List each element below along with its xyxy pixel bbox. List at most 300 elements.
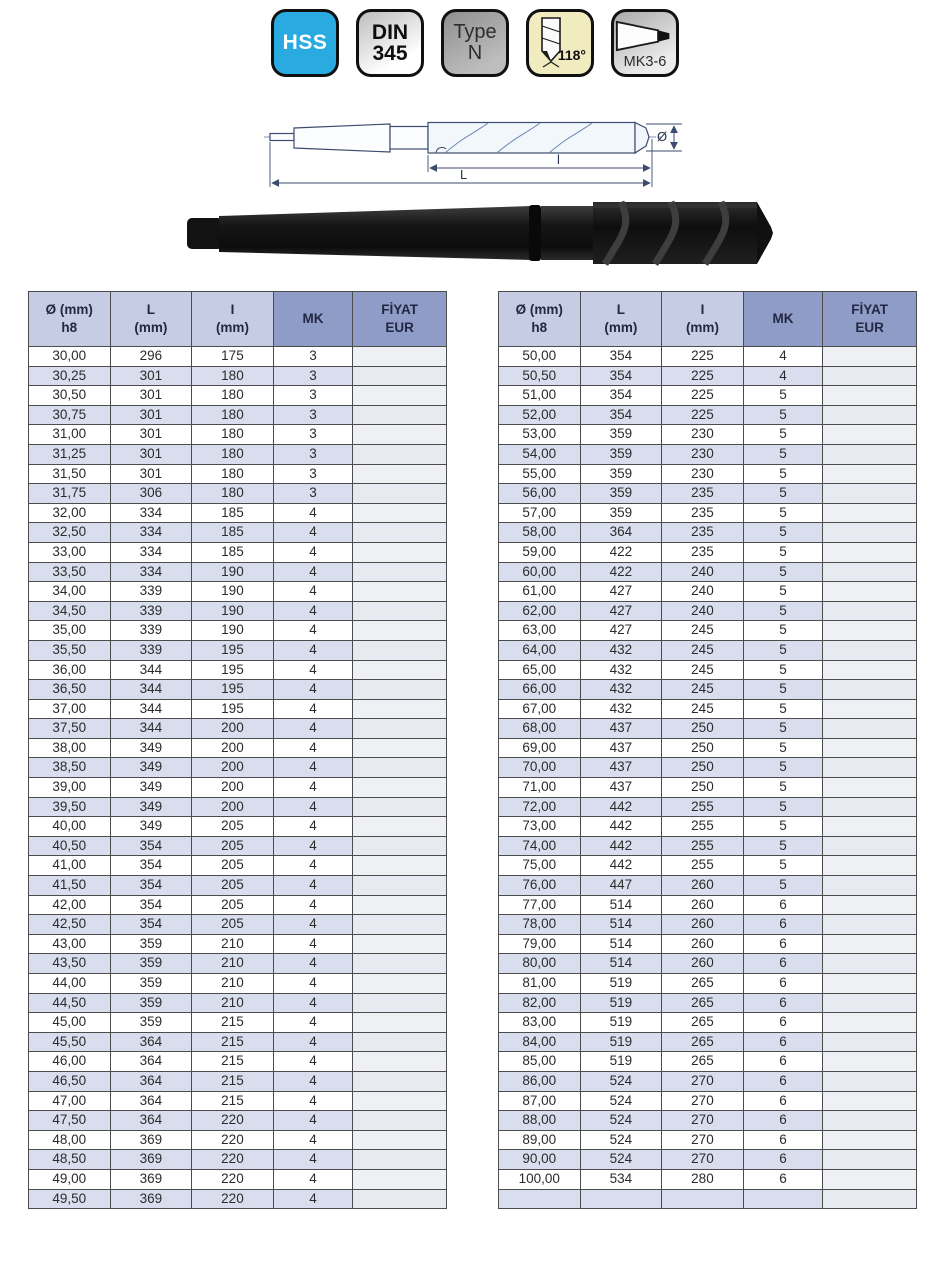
dia-cell: 62,00: [499, 601, 581, 621]
length-cell: 334: [110, 523, 192, 543]
table-row: [499, 405, 917, 425]
length-cell: 524: [580, 1071, 662, 1091]
table-row: [29, 347, 447, 367]
table-row: [499, 934, 917, 954]
flute-cell: 205: [192, 836, 274, 856]
table-row: [499, 1189, 917, 1209]
price-cell: [823, 562, 917, 582]
mk-cell: 4: [273, 640, 353, 660]
table-row: [29, 915, 447, 935]
length-cell: 301: [110, 405, 192, 425]
flute-cell: 260: [662, 954, 744, 974]
price-cell: [823, 895, 917, 915]
length-cell: 359: [580, 503, 662, 523]
length-cell: 519: [580, 993, 662, 1013]
flute-length-dimension-label: l: [557, 152, 560, 167]
price-cell: [823, 1071, 917, 1091]
dia-cell: 49,00: [29, 1169, 111, 1189]
price-cell: [823, 425, 917, 445]
mk-cell: 6: [743, 1150, 823, 1170]
length-cell: 427: [580, 582, 662, 602]
price-cell: [353, 1150, 447, 1170]
mk-cell: 5: [743, 797, 823, 817]
flute-cell: 270: [662, 1071, 744, 1091]
table-row: [29, 758, 447, 778]
length-cell: 524: [580, 1130, 662, 1150]
length-cell: 301: [110, 464, 192, 484]
dia-cell: 47,00: [29, 1091, 111, 1111]
mk-cell: 4: [273, 934, 353, 954]
mk-cell: 5: [743, 758, 823, 778]
length-cell: 334: [110, 542, 192, 562]
table-row: [29, 895, 447, 915]
price-cell: [823, 660, 917, 680]
dia-cell: 35,00: [29, 621, 111, 641]
price-cell: [823, 1091, 917, 1111]
price-cell: [353, 954, 447, 974]
length-cell: 339: [110, 601, 192, 621]
flute-cell: 220: [192, 1189, 274, 1209]
flute-cell: 265: [662, 1013, 744, 1033]
price-cell: [823, 640, 917, 660]
table-row: [29, 542, 447, 562]
flute-cell: 255: [662, 817, 744, 837]
length-cell: 364: [110, 1052, 192, 1072]
mk-cell: 6: [743, 1091, 823, 1111]
flute-cell: 190: [192, 621, 274, 641]
length-cell: 422: [580, 562, 662, 582]
dia-cell: 87,00: [499, 1091, 581, 1111]
table-row: [29, 1169, 447, 1189]
mk-cell: 4: [273, 1052, 353, 1072]
dia-cell: 30,00: [29, 347, 111, 367]
length-cell: 427: [580, 601, 662, 621]
price-cell: [823, 719, 917, 739]
length-cell: 364: [110, 1091, 192, 1111]
dia-cell: 72,00: [499, 797, 581, 817]
flute-cell: 220: [192, 1111, 274, 1131]
flute-cell: 265: [662, 1032, 744, 1052]
flute-cell: 230: [662, 464, 744, 484]
flute-cell: 265: [662, 974, 744, 994]
flute-cell: 205: [192, 915, 274, 935]
length-cell: 519: [580, 1032, 662, 1052]
dia-cell: 66,00: [499, 680, 581, 700]
flute-cell: 245: [662, 660, 744, 680]
price-cell: [823, 817, 917, 837]
length-cell: 334: [110, 562, 192, 582]
price-cell: [823, 699, 917, 719]
table-row: [499, 895, 917, 915]
dia-cell: 68,00: [499, 719, 581, 739]
price-cell: [823, 758, 917, 778]
mk-cell: 4: [273, 778, 353, 798]
length-cell: 339: [110, 640, 192, 660]
price-cell: [353, 562, 447, 582]
dia-cell: 58,00: [499, 523, 581, 543]
length-cell: 364: [110, 1111, 192, 1131]
dia-cell: 60,00: [499, 562, 581, 582]
mk-cell: 6: [743, 993, 823, 1013]
dia-cell: 39,00: [29, 778, 111, 798]
dia-cell: 79,00: [499, 934, 581, 954]
mk-cell: 5: [743, 660, 823, 680]
price-cell: [823, 993, 917, 1013]
flute-cell: 180: [192, 425, 274, 445]
dia-cell: 32,00: [29, 503, 111, 523]
length-cell: 344: [110, 719, 192, 739]
mk-cell: 4: [273, 1169, 353, 1189]
table-row: [29, 640, 447, 660]
table-row: [29, 738, 447, 758]
price-cell: [353, 836, 447, 856]
mk-cell: 4: [273, 601, 353, 621]
mk-cell: 3: [273, 444, 353, 464]
table-row: [499, 425, 917, 445]
mk-cell: 5: [743, 699, 823, 719]
flute-cell: 225: [662, 347, 744, 367]
mk-cell: 4: [273, 523, 353, 543]
mk-cell: 5: [743, 542, 823, 562]
length-cell: 354: [580, 405, 662, 425]
mk-cell: 6: [743, 934, 823, 954]
flute-cell: 220: [192, 1150, 274, 1170]
flute-cell: 215: [192, 1091, 274, 1111]
mk-cell: [743, 1189, 823, 1209]
dia-cell: 37,00: [29, 699, 111, 719]
length-cell: 354: [110, 915, 192, 935]
table-row: [499, 1130, 917, 1150]
flute-cell: 210: [192, 934, 274, 954]
mk-header: MK: [743, 292, 823, 347]
price-cell: [353, 484, 447, 504]
price-cell: [823, 386, 917, 406]
flute-cell: 250: [662, 778, 744, 798]
dia-cell: 38,50: [29, 758, 111, 778]
technical-drawing: [0, 95, 950, 191]
mk-cell: 5: [743, 719, 823, 739]
flute-cell: 260: [662, 895, 744, 915]
mk-cell: 4: [273, 954, 353, 974]
mk-cell: 4: [273, 797, 353, 817]
flute-header: I (mm): [192, 292, 274, 347]
flute-cell: 175: [192, 347, 274, 367]
length-cell: 442: [580, 797, 662, 817]
table-row: [29, 1052, 447, 1072]
din-badge-line2: 345: [372, 42, 408, 65]
table-row: [29, 601, 447, 621]
dia-cell: 40,00: [29, 817, 111, 837]
length-cell: 534: [580, 1169, 662, 1189]
table-row: [499, 778, 917, 798]
length-cell: 339: [110, 582, 192, 602]
length-cell: 364: [110, 1032, 192, 1052]
dia-cell: 46,00: [29, 1052, 111, 1072]
price-header: FİYAT EUR: [823, 292, 917, 347]
mk-cell: 3: [273, 347, 353, 367]
dia-cell: 34,00: [29, 582, 111, 602]
length-cell: 359: [580, 484, 662, 504]
table-row: [499, 1013, 917, 1033]
price-cell: [353, 1091, 447, 1111]
length-header: L (mm): [110, 292, 192, 347]
table-row: [29, 1150, 447, 1170]
dia-cell: 31,00: [29, 425, 111, 445]
dia-cell: 49,50: [29, 1189, 111, 1209]
mk-cell: 4: [273, 974, 353, 994]
mk-cell: 4: [273, 1071, 353, 1091]
flute-cell: 270: [662, 1150, 744, 1170]
dia-header: Ø (mm) h8: [29, 292, 111, 347]
length-cell: 349: [110, 778, 192, 798]
price-cell: [353, 1052, 447, 1072]
dia-cell: 43,00: [29, 934, 111, 954]
mk-cell: 5: [743, 386, 823, 406]
length-cell: 301: [110, 444, 192, 464]
flute-cell: 180: [192, 464, 274, 484]
table-row: [29, 876, 447, 896]
mk-cell: 6: [743, 1013, 823, 1033]
flute-cell: 205: [192, 895, 274, 915]
mk-cell: 5: [743, 680, 823, 700]
table-row: [29, 444, 447, 464]
table-row: [499, 817, 917, 837]
mk-cell: 3: [273, 484, 353, 504]
table-row: [29, 562, 447, 582]
mk-header: MK: [273, 292, 353, 347]
mk-cell: 6: [743, 1130, 823, 1150]
length-cell: 432: [580, 699, 662, 719]
length-cell: 364: [580, 523, 662, 543]
length-cell: 437: [580, 738, 662, 758]
price-cell: [353, 797, 447, 817]
table-row: [499, 503, 917, 523]
length-cell: 432: [580, 680, 662, 700]
flute-cell: 270: [662, 1091, 744, 1111]
price-cell: [823, 464, 917, 484]
flute-cell: 250: [662, 719, 744, 739]
table-row: [499, 582, 917, 602]
dia-cell: 36,00: [29, 660, 111, 680]
flute-cell: 265: [662, 1052, 744, 1072]
length-cell: 306: [110, 484, 192, 504]
flute-cell: [662, 1189, 744, 1209]
flute-cell: 195: [192, 640, 274, 660]
price-cell: [823, 1052, 917, 1072]
length-cell: 359: [580, 444, 662, 464]
price-cell: [823, 523, 917, 543]
price-cell: [353, 876, 447, 896]
dia-cell: 81,00: [499, 974, 581, 994]
length-cell: 437: [580, 719, 662, 739]
price-cell: [823, 1130, 917, 1150]
price-cell: [823, 1189, 917, 1209]
mk-cell: 5: [743, 856, 823, 876]
mk-cell: 4: [273, 915, 353, 935]
length-cell: 354: [110, 876, 192, 896]
price-cell: [353, 974, 447, 994]
length-cell: 369: [110, 1169, 192, 1189]
dia-cell: 100,00: [499, 1169, 581, 1189]
hss-badge: [271, 9, 339, 77]
length-cell: 349: [110, 738, 192, 758]
price-cell: [353, 1111, 447, 1131]
price-cell: [353, 817, 447, 837]
mk-cell: 3: [273, 464, 353, 484]
mk-cell: 4: [273, 660, 353, 680]
dia-cell: 41,50: [29, 876, 111, 896]
flute-cell: 190: [192, 582, 274, 602]
dia-cell: 30,50: [29, 386, 111, 406]
dia-cell: 35,50: [29, 640, 111, 660]
length-cell: 369: [110, 1150, 192, 1170]
length-cell: 301: [110, 366, 192, 386]
price-cell: [353, 1013, 447, 1033]
table-row: [499, 601, 917, 621]
price-cell: [823, 1013, 917, 1033]
mk-cell: 4: [273, 542, 353, 562]
flute-cell: 240: [662, 562, 744, 582]
price-cell: [353, 1130, 447, 1150]
mk-cell: 5: [743, 582, 823, 602]
dia-cell: 39,50: [29, 797, 111, 817]
length-cell: 514: [580, 934, 662, 954]
flute-cell: 210: [192, 974, 274, 994]
price-cell: [353, 778, 447, 798]
table-row: [499, 621, 917, 641]
dia-cell: 41,00: [29, 856, 111, 876]
dia-cell: 30,25: [29, 366, 111, 386]
table-row: [499, 1150, 917, 1170]
point-angle-badge: [526, 9, 594, 77]
price-cell: [823, 444, 917, 464]
flute-cell: 260: [662, 915, 744, 935]
table-row: [29, 1130, 447, 1150]
flute-cell: 280: [662, 1169, 744, 1189]
mk-cell: 5: [743, 425, 823, 445]
type-badge-line1: Type: [453, 21, 497, 43]
mk-cell: 6: [743, 1071, 823, 1091]
mk-cell: 4: [273, 503, 353, 523]
length-cell: 437: [580, 758, 662, 778]
mk-cell: 5: [743, 503, 823, 523]
mk-cell: 6: [743, 915, 823, 935]
flute-cell: 200: [192, 719, 274, 739]
dia-cell: 84,00: [499, 1032, 581, 1052]
length-cell: 519: [580, 1052, 662, 1072]
dia-cell: 85,00: [499, 1052, 581, 1072]
dia-cell: 59,00: [499, 542, 581, 562]
length-cell: 359: [580, 464, 662, 484]
flute-cell: 240: [662, 582, 744, 602]
dia-cell: 54,00: [499, 444, 581, 464]
length-cell: 354: [110, 895, 192, 915]
flute-cell: 180: [192, 484, 274, 504]
table-row: [499, 444, 917, 464]
table-row: [29, 1189, 447, 1209]
table-row: [29, 582, 447, 602]
mk-cell: 4: [273, 817, 353, 837]
flute-cell: 245: [662, 640, 744, 660]
mk-cell: 6: [743, 974, 823, 994]
header-row: [499, 292, 917, 347]
morse-taper-badge: [611, 9, 679, 77]
price-cell: [353, 934, 447, 954]
table-row: [29, 503, 447, 523]
flute-cell: 200: [192, 738, 274, 758]
table-row: [29, 405, 447, 425]
flute-cell: 200: [192, 797, 274, 817]
mk-cell: 4: [273, 582, 353, 602]
flute-cell: 235: [662, 542, 744, 562]
din-badge-line1: DIN: [371, 20, 409, 44]
price-cell: [823, 738, 917, 758]
table-row: [499, 1091, 917, 1111]
flute-cell: 205: [192, 817, 274, 837]
mk-cell: 4: [273, 621, 353, 641]
mk-cell: 4: [273, 738, 353, 758]
price-cell: [353, 1032, 447, 1052]
table-row: [29, 856, 447, 876]
flute-cell: 190: [192, 562, 274, 582]
type-n-badge: [441, 9, 509, 77]
flute-cell: 230: [662, 444, 744, 464]
dia-cell: 56,00: [499, 484, 581, 504]
price-cell: [353, 856, 447, 876]
mk-cell: 4: [273, 1130, 353, 1150]
dia-cell: 37,50: [29, 719, 111, 739]
table-row: [499, 993, 917, 1013]
length-cell: 514: [580, 954, 662, 974]
mk-cell: 6: [743, 1052, 823, 1072]
mk-cell: 4: [273, 1189, 353, 1209]
dia-cell: 67,00: [499, 699, 581, 719]
table-row: [29, 523, 447, 543]
dia-cell: 52,00: [499, 405, 581, 425]
flute-cell: 205: [192, 856, 274, 876]
length-cell: 524: [580, 1111, 662, 1131]
dia-cell: [499, 1189, 581, 1209]
flute-cell: 255: [662, 797, 744, 817]
flute-cell: 260: [662, 934, 744, 954]
flute-cell: 215: [192, 1032, 274, 1052]
price-cell: [823, 484, 917, 504]
dia-cell: 83,00: [499, 1013, 581, 1033]
point-angle-label: 118°: [557, 47, 586, 63]
price-cell: [823, 405, 917, 425]
table-row: [29, 425, 447, 445]
price-cell: [353, 1169, 447, 1189]
table-row: [499, 797, 917, 817]
price-cell: [823, 582, 917, 602]
flute-cell: 215: [192, 1052, 274, 1072]
mk-cell: 5: [743, 464, 823, 484]
table-row: [499, 347, 917, 367]
table-row: [29, 1111, 447, 1131]
flute-cell: 270: [662, 1111, 744, 1131]
dia-cell: 77,00: [499, 895, 581, 915]
table-row: [29, 1032, 447, 1052]
table-row: [499, 1169, 917, 1189]
mk-cell: 4: [273, 758, 353, 778]
price-cell: [823, 856, 917, 876]
flute-cell: 215: [192, 1013, 274, 1033]
flute-cell: 260: [662, 876, 744, 896]
price-cell: [353, 464, 447, 484]
price-cell: [353, 444, 447, 464]
flute-cell: 180: [192, 405, 274, 425]
table-row: [499, 680, 917, 700]
